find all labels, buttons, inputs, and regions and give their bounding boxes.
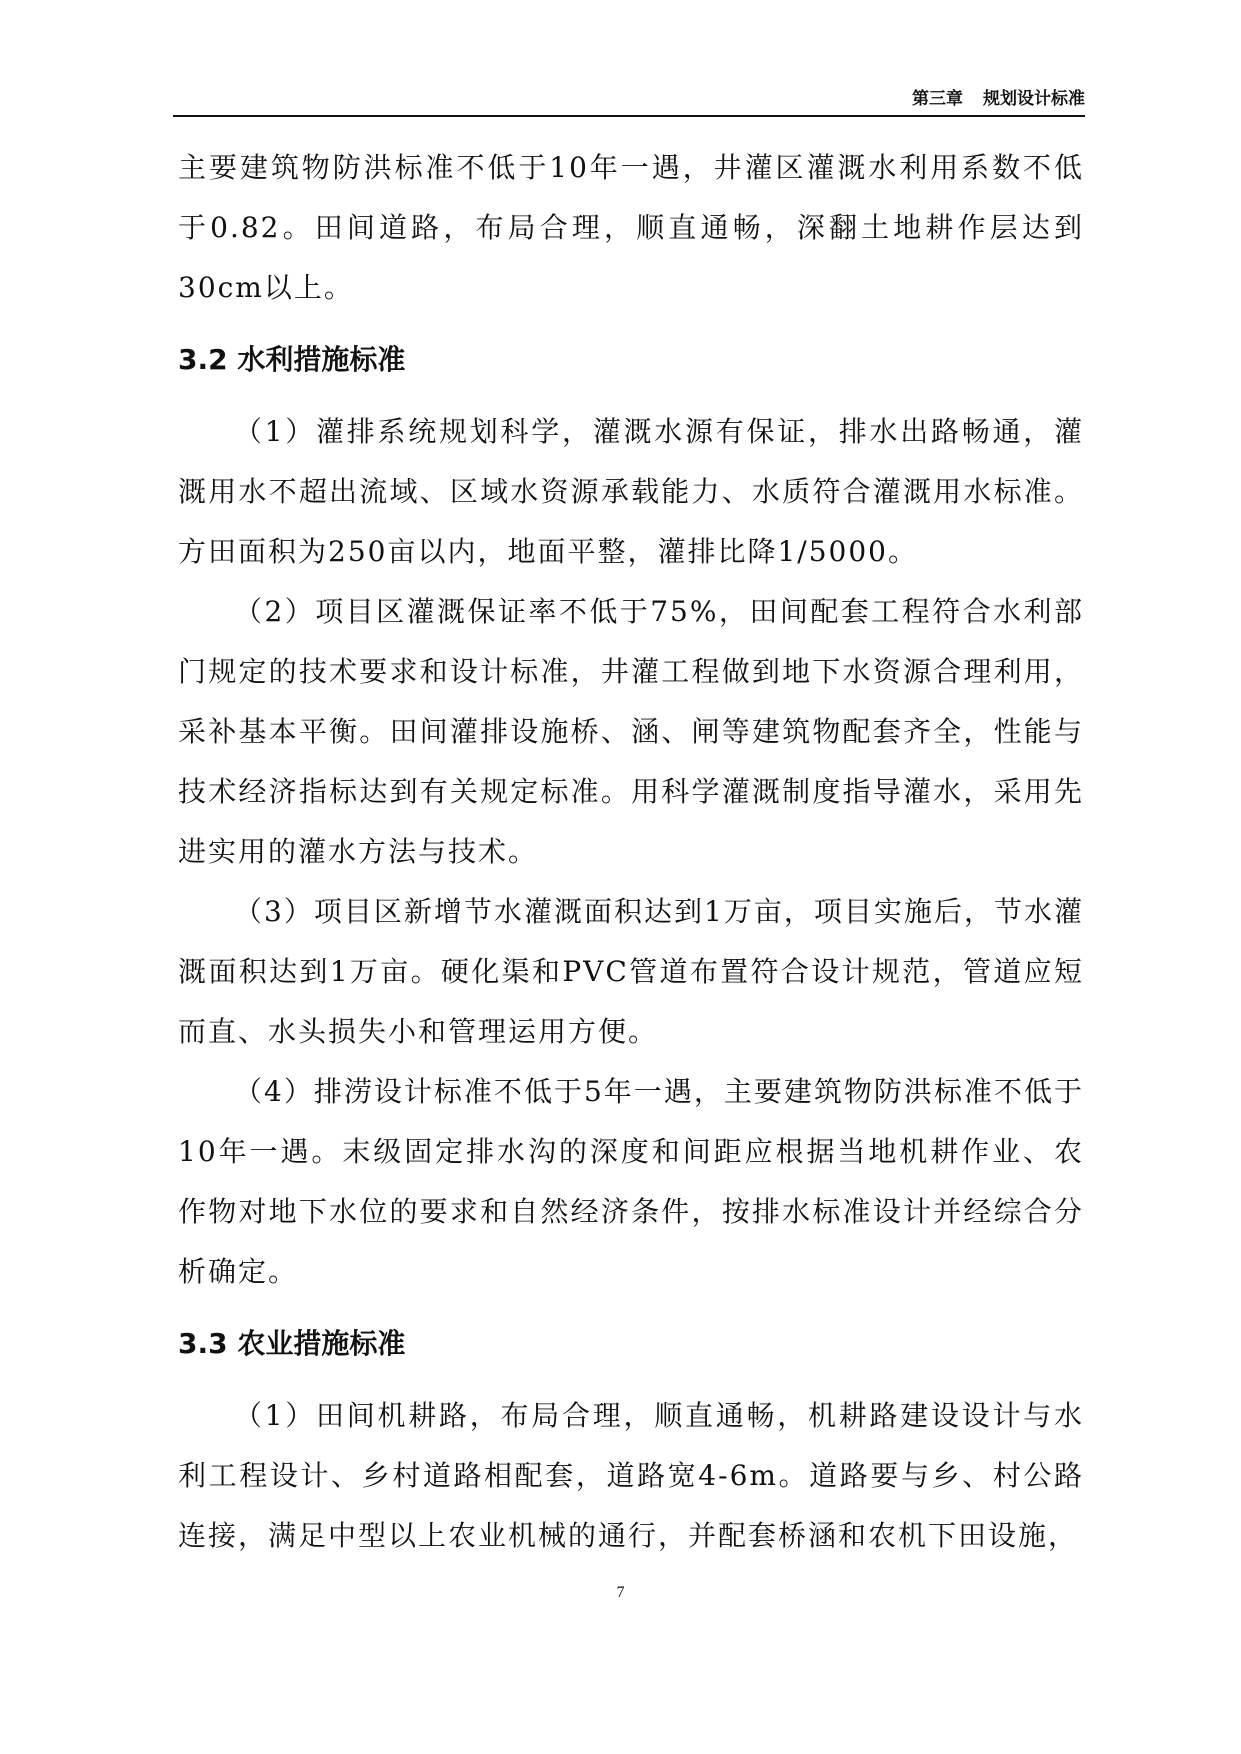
section-3-2-item-3: （3）项目区新增节水灌溉面积达到1万亩，项目实施后，节水灌溉面积达到1万亩。硬化渠和PVC管道布置符合设计规范，管道应短而直、水头损失小和管理运用方便。	[178, 895, 1084, 1048]
section-3-3-heading: 3.3 农业措施标准	[178, 1327, 406, 1360]
header-chapter: 第三章	[912, 89, 963, 109]
section-3-2-item-2: （2）项目区灌溉保证率不低于75%，田间配套工程符合水利部门规定的技术要求和设计标准，井灌工程做到地下水资源合理利用，采补基本平衡。田间灌排设施桥、涵、闸等建筑物配套齐全，性能与技术经济指标达到有关规定标准。用科学灌溉制度指导灌水，采用先进实用的灌水方法与技术。	[178, 595, 1084, 868]
section-3-2-item-1: （1）灌排系统规划科学，灌溉水源有保证，排水出路畅通，灌溉用水不超出流域、区域水资源承载能力、水质符合灌溉用水标准。方田面积为250亩以内，地面平整，灌排比降1/5000。	[178, 415, 1084, 568]
intro-paragraph: 主要建筑物防洪标准不低于10年一遇，井灌区灌溉水利用系数不低于0.82。田间道路，布局合理，顺直通畅，深翻土地耕作层达到30cm以上。	[178, 151, 1084, 304]
section-3-2-heading: 3.2 水利措施标准	[178, 343, 406, 376]
page-content	[178, 138, 1084, 1566]
section-3-2-item-4: （4）排涝设计标准不低于5年一遇，主要建筑物防洪标准不低于10年一遇。末级固定排水沟的深度和间距应根据当地机耕作业、农作物对地下水位的要求和自然经济条件，按排水标准设计并经综合分析确定。	[178, 1075, 1084, 1288]
header-title: 规划设计标准	[983, 89, 1085, 109]
page-number: 7	[616, 1584, 625, 1601]
section-3-3-item-1: （1）田间机耕路，布局合理，顺直通畅，机耕路建设设计与水利工程设计、乡村道路相配套，道路宽4-6m。道路要与乡、村公路连接，满足中型以上农业机械的通行，并配套桥涵和农机下田设施，	[178, 1399, 1084, 1552]
running-header	[173, 85, 1085, 117]
